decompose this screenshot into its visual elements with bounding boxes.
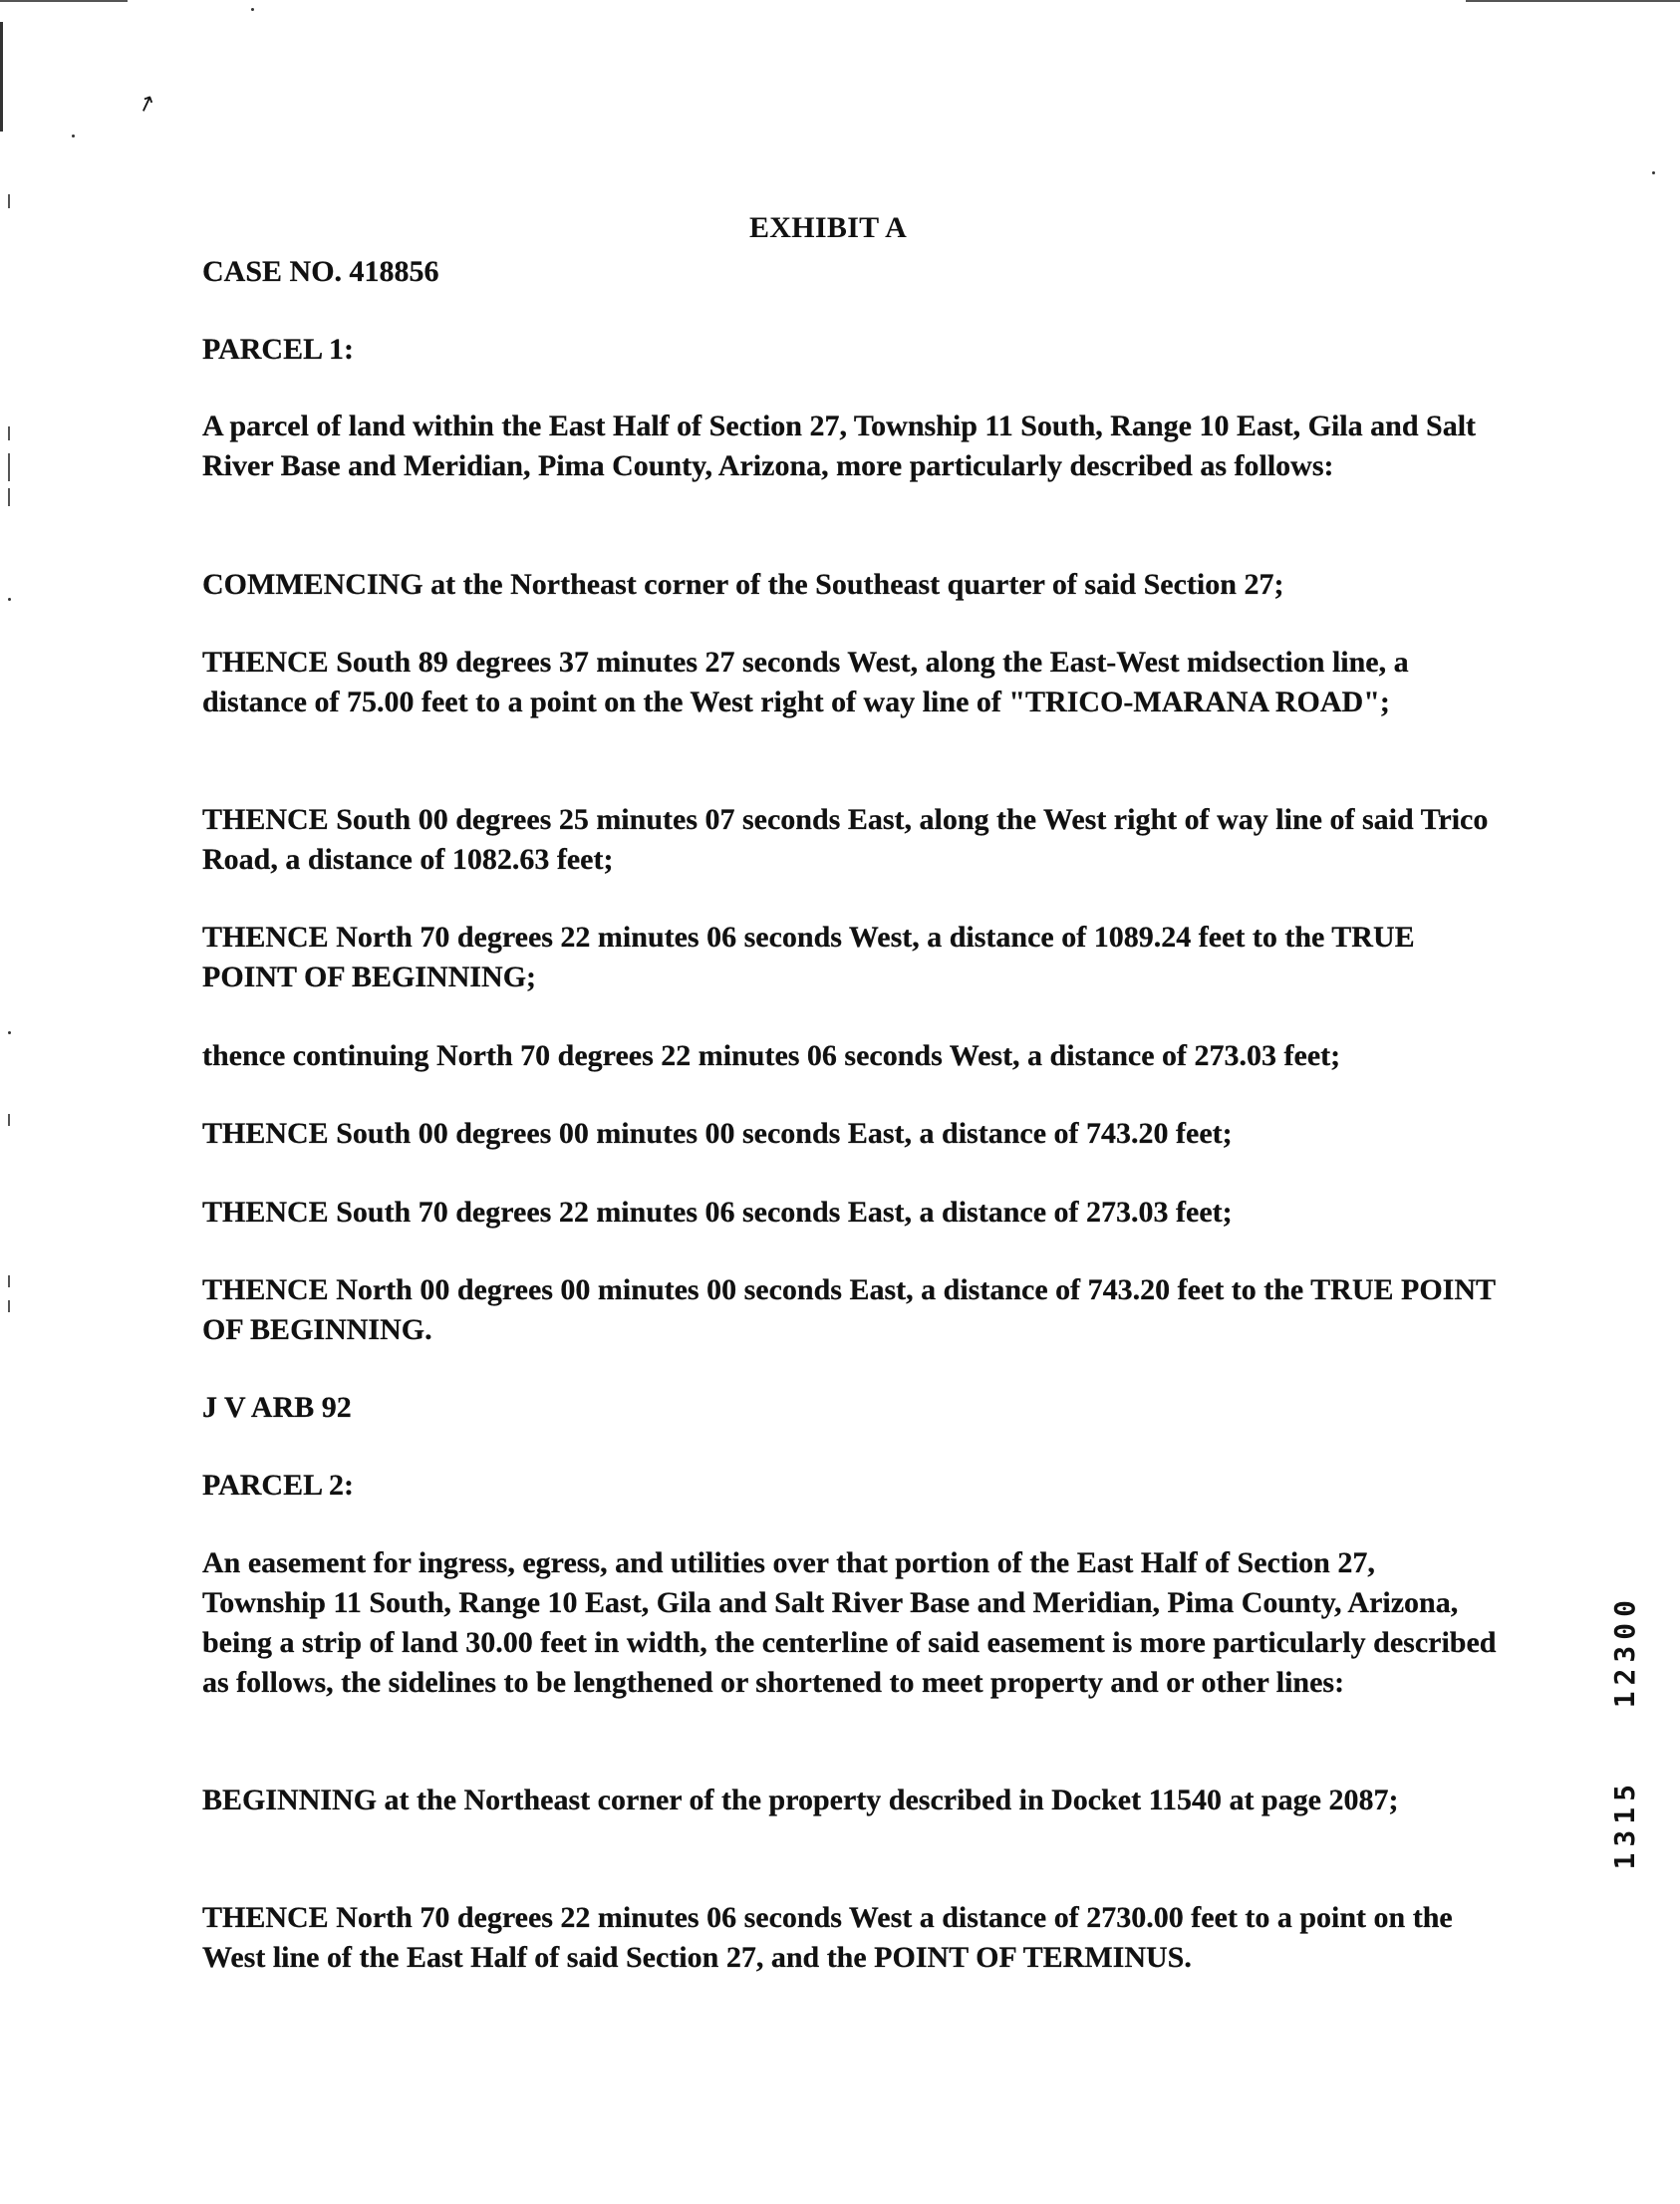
parcel-1-course-3: THENCE North 70 degrees 22 minutes 06 seconds West, a distance of 1089.24 feet to the TRUE POINT OF BEGINNING;	[202, 921, 1415, 993]
scan-tick	[8, 1300, 10, 1312]
scan-dot	[251, 8, 254, 11]
parcel-1-course-6: THENCE South 70 degrees 22 minutes 06 seconds East, a distance of 273.03 feet;	[202, 1196, 1233, 1229]
parcel-1-course-7: THENCE North 00 degrees 00 minutes 00 seconds East, a distance of 743.20 feet to the TRUE POINT OF BEGINNING.	[202, 1273, 1496, 1346]
parcel-1-course-1: THENCE South 89 degrees 37 minutes 27 seconds West, along the East-West midsection line, a distance of 75.00 feet to a point on the West right of way line of "TRICO-MARANA ROAD";	[202, 646, 1409, 718]
parcel-1-course-5: THENCE South 00 degrees 00 minutes 00 seconds East, a distance of 743.20 feet;	[202, 1117, 1233, 1150]
scan-tick	[8, 488, 10, 506]
parcel-2-course-1: THENCE North 70 degrees 22 minutes 06 seconds West a distance of 2730.00 feet to a point on the West line of the East Half of said Section 27, and the POINT OF TERMINUS.	[202, 1901, 1453, 1974]
document-title: EXHIBIT A	[749, 211, 908, 244]
scan-dot	[72, 135, 75, 138]
parcel-2-heading: PARCEL 2:	[202, 1469, 354, 1502]
parcel-1-course-2: THENCE South 00 degrees 25 minutes 07 seconds East, along the West right of way line of said Trico Road, a distance of 1082.63 feet;	[202, 803, 1489, 876]
parcel-2-description: An easement for ingress, egress, and utilities over that portion of the East Half of Section 27, Township 11 South, Range 10 East, Gila and Salt River Base and Meridian, Pima County, Arizona, being a strip of land 30.00 feet in width, the centerline of said easement is more particularly described as follows, the sidelines to be lengthened or shortened to meet property and or other lines:	[202, 1546, 1497, 1699]
parcel-1-commencing: COMMENCING at the Northeast corner of the Southeast quarter of said Section 27;	[202, 568, 1284, 601]
scan-dot	[1652, 171, 1655, 174]
parcel-1-heading: PARCEL 1:	[202, 333, 354, 366]
scan-tick	[8, 194, 10, 208]
scan-edge-bar	[0, 22, 3, 132]
page-stamp: 1315	[1608, 1779, 1641, 1870]
jv-arb-reference: J V ARB 92	[202, 1391, 352, 1424]
parcel-1-description: A parcel of land within the East Half of Section 27, Township 11 South, Range 10 East, Gila and Salt River Base and Meridian, Pima County, Arizona, more particularly described as follows:	[202, 410, 1477, 482]
scan-edge-line	[0, 0, 128, 2]
parcel-2-beginning: BEGINNING at the Northeast corner of the property described in Docket 11540 at page 2087;	[202, 1784, 1399, 1816]
scan-tick	[8, 1114, 10, 1126]
parcel-1-course-4: thence continuing North 70 degrees 22 minutes 06 seconds West, a distance of 273.03 feet;	[202, 1039, 1341, 1072]
docket-stamp: 12300	[1608, 1594, 1641, 1709]
scan-dot	[8, 598, 11, 601]
scan-dot	[8, 1031, 11, 1034]
scan-edge-line	[1466, 0, 1680, 2]
scan-tick	[8, 1275, 10, 1287]
case-number: CASE NO. 418856	[202, 255, 439, 288]
scan-tick	[8, 453, 10, 481]
scribble-mark: ↗	[134, 89, 160, 120]
scan-tick	[8, 426, 10, 440]
